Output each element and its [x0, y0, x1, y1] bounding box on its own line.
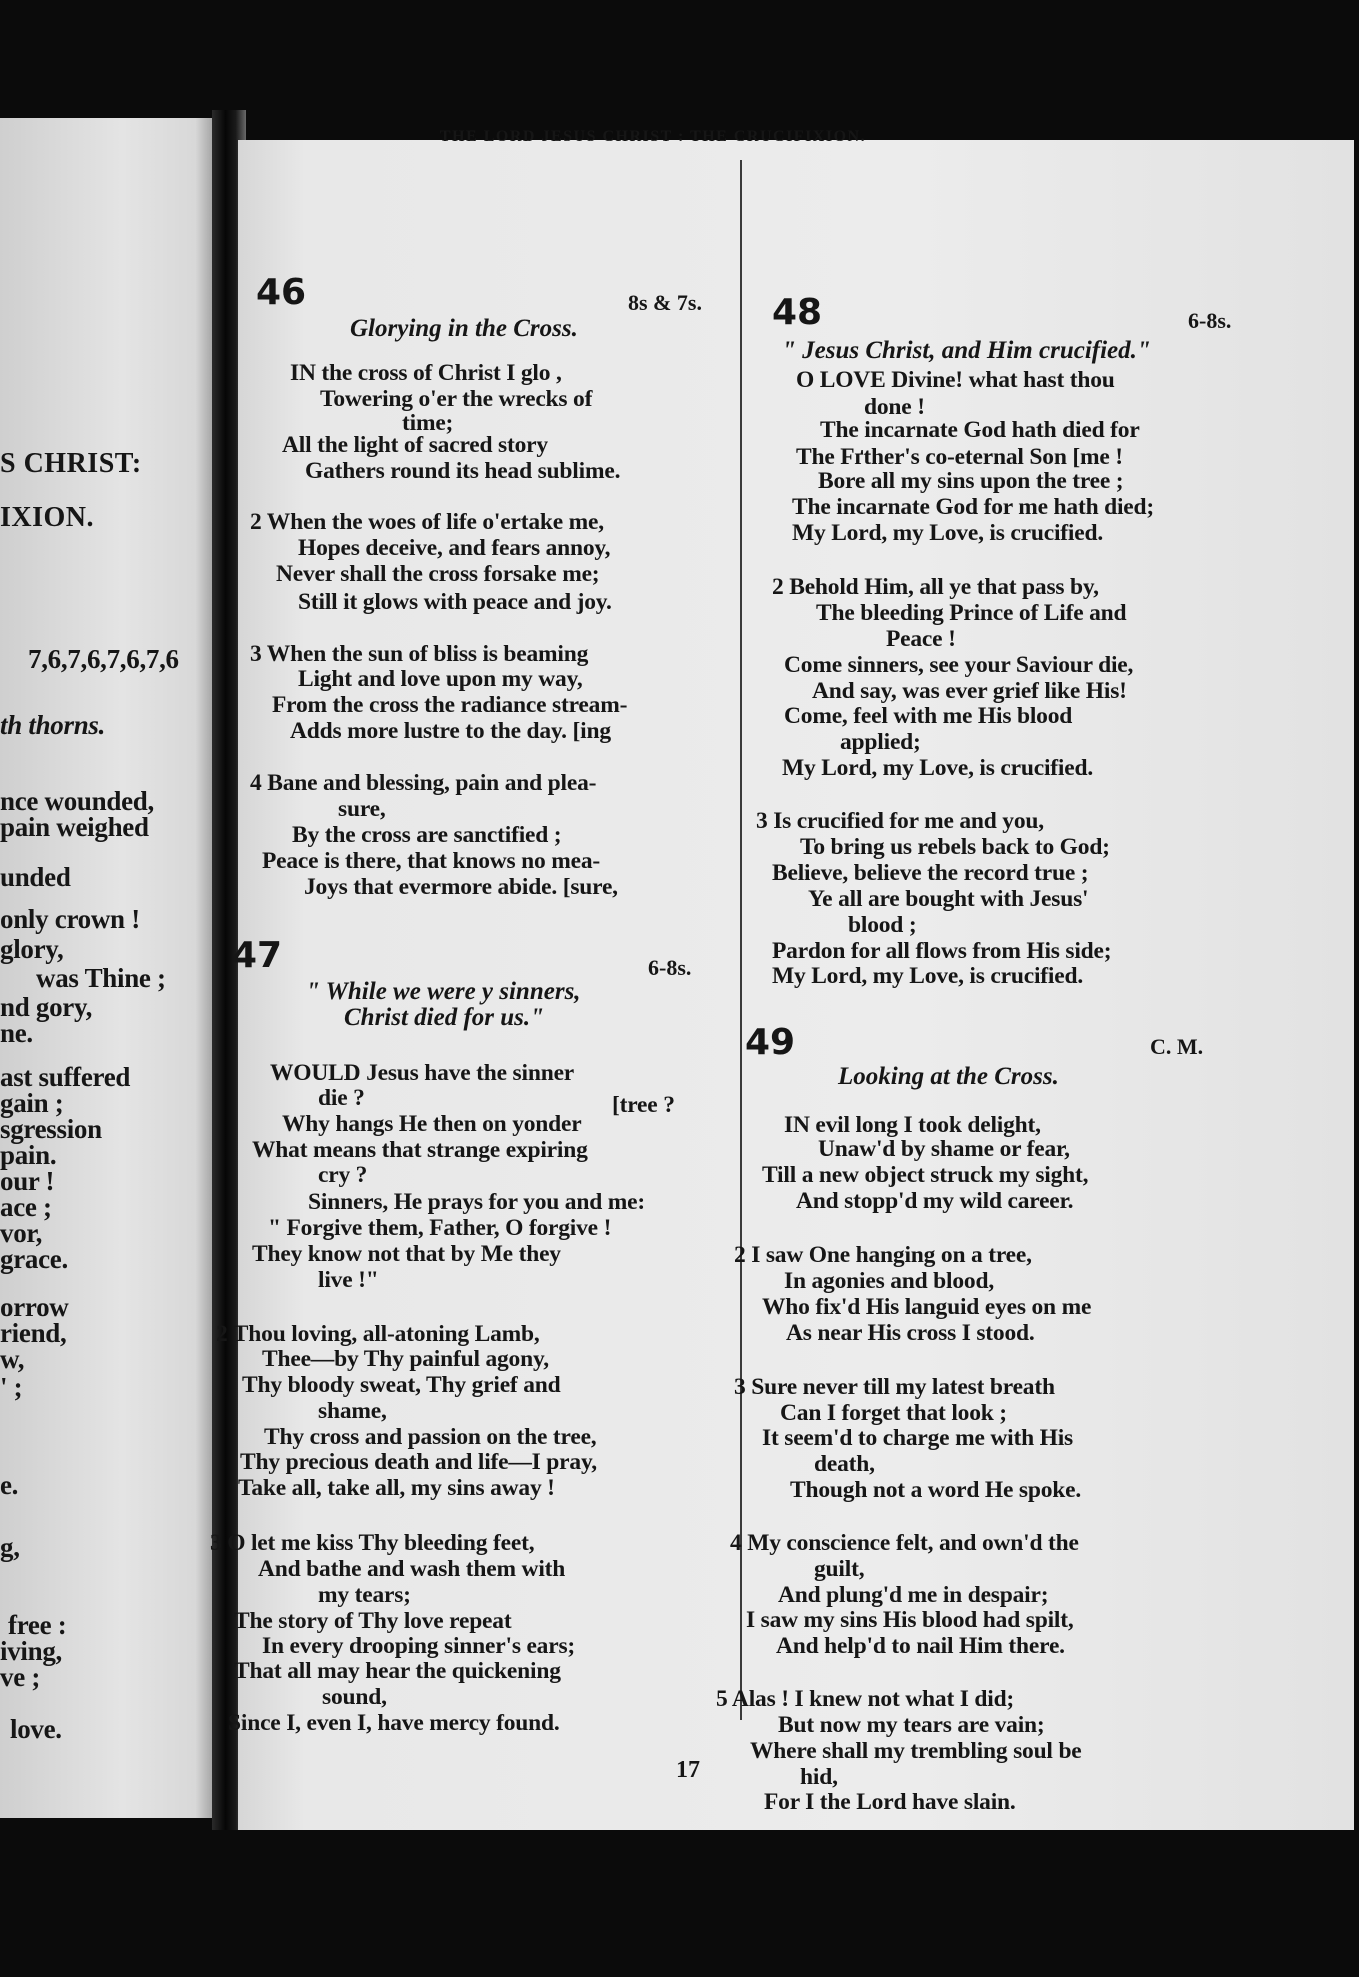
hymn-48-line: 2 Behold Him, all ye that pass by,: [772, 574, 1099, 600]
previous-page-line: nd gory,: [0, 992, 93, 1022]
hymn-49-line: I saw my sins His blood had spilt,: [746, 1607, 1074, 1633]
hymn-46-line: time;: [402, 410, 454, 436]
hymn-47-line: Sinners, He prays for you and me:: [308, 1189, 645, 1215]
hymn-48-line: blood ;: [848, 912, 917, 938]
hymn-47-line: die ?: [318, 1085, 365, 1111]
hymn-49-line: hid,: [800, 1764, 838, 1790]
hymn-48-line: 3 Is crucified for me and you,: [756, 808, 1044, 834]
previous-page-line: g,: [0, 1532, 20, 1562]
hymn-46-line: IN the cross of Christ I glo ,: [290, 360, 562, 386]
hymn-47-line: live !": [318, 1267, 379, 1293]
previous-page-line: only crown !: [0, 904, 140, 934]
hymn-47-line: Thy bloody sweat, Thy grief and: [242, 1372, 561, 1398]
hymn-47-line: Why hangs He then on yonder: [282, 1111, 582, 1137]
hymn-49-line: Till a new object struck my sight,: [762, 1162, 1089, 1188]
previous-page-line: ' ;: [0, 1372, 23, 1402]
hymn-47-line: [tree ?: [612, 1092, 675, 1118]
hymn-46-line: Never shall the cross forsake me;: [276, 561, 600, 587]
hymn-48-line: My Lord, my Love, is crucified.: [782, 755, 1094, 781]
hymn-47-title-line1: " While we were y sinners,: [306, 978, 581, 1005]
hymn-46-line: Still it glows with peace and joy.: [298, 589, 612, 615]
hymn-48-line: And say, was ever grief like His!: [812, 678, 1127, 704]
hymn-47-line: Take all, take all, my sins away !: [238, 1475, 555, 1501]
previous-page-line: ne.: [0, 1018, 33, 1048]
previous-page-line: our !: [0, 1166, 55, 1196]
hymn-48-line: My Lord, my Love, is crucified.: [792, 520, 1104, 546]
hymn-46-line: 4 Bane and blessing, pain and plea-: [250, 770, 597, 796]
previous-page-line: grace.: [0, 1244, 68, 1274]
previous-page-line: pain.: [0, 1140, 57, 1170]
hymn-47-meter: 6-8s.: [648, 955, 692, 980]
hymn-49-line: Who fix'd His languid eyes on me: [762, 1294, 1092, 1320]
hymn-48-meter: 6-8s.: [1188, 308, 1232, 333]
hymn-46-line: Hopes deceive, and fears annoy,: [298, 535, 611, 561]
previous-page-line: gain ;: [0, 1088, 64, 1118]
hymn-48-line: My Lord, my Love, is crucified.: [772, 963, 1084, 989]
hymn-47-line: And bathe and wash them with: [258, 1556, 566, 1582]
previous-page-line: S CHRIST:: [0, 448, 142, 479]
hymn-47-line: The story of Thy love repeat: [234, 1608, 512, 1634]
hymn-49-line: Though not a word He spoke.: [790, 1477, 1082, 1503]
previous-page-line: ast suffered: [0, 1062, 131, 1092]
hymn-48-line: The bleeding Prince of Life and: [816, 600, 1127, 626]
hymn-48-line: O LOVE Divine! what hast thou: [796, 367, 1115, 393]
hymn-49-line: But now my tears are vain;: [778, 1712, 1045, 1738]
hymn-46-line: All the light of sacred story: [282, 432, 548, 458]
hymn-47-line: sound,: [322, 1684, 387, 1710]
hymn-47-line: " Forgive them, Father, O forgive !: [268, 1215, 612, 1241]
hymn-47-number: 47: [232, 935, 283, 976]
hymn-49-meter: C. M.: [1150, 1034, 1204, 1059]
previous-page-line: riend,: [0, 1318, 67, 1348]
hymn-46-line: From the cross the radiance stream-: [272, 692, 628, 718]
hymn-46-line: Joys that evermore abide. [sure,: [304, 874, 618, 900]
hymn-48-line: Ye all are bought with Jesus': [808, 886, 1089, 912]
hymn-49-line: 4 My conscience felt, and own'd the: [730, 1530, 1079, 1556]
hymn-46-title: Glorying in the Cross.: [350, 315, 578, 342]
previous-page-line: vor,: [0, 1218, 43, 1248]
previous-page-line: th thorns.: [0, 710, 106, 740]
previous-page-line: IXION.: [0, 502, 95, 533]
hymn-49-line: 2 I saw One hanging on a tree,: [734, 1242, 1032, 1268]
hymn-46-line: By the cross are sanctified ;: [292, 822, 562, 848]
hymn-48-line: Come sinners, see your Saviour die,: [784, 652, 1134, 678]
hymn-49-line: It seem'd to charge me with His: [762, 1425, 1073, 1451]
hymn-49-line: As near His cross I stood.: [786, 1320, 1035, 1346]
column-divider: [740, 160, 742, 1720]
previous-page-line: pain weighed: [0, 812, 149, 842]
hymn-49-line: guilt,: [814, 1556, 865, 1582]
hymn-48-line: Come, feel with me His blood: [784, 703, 1073, 729]
previous-page-line: unded: [0, 862, 71, 892]
hymn-47-title-line2: Christ died for us.": [344, 1004, 545, 1031]
hymn-49-line: And help'd to nail Him there.: [776, 1633, 1065, 1659]
hymn-49-line: And stopp'd my wild career.: [796, 1188, 1074, 1214]
previous-page-line: ace ;: [0, 1192, 52, 1222]
hymn-46-line: Towering o'er the wrecks of: [320, 386, 593, 412]
hymn-47-line: WOULD Jesus have the sinner: [270, 1060, 575, 1086]
hymn-48-line: The Fґther's co-eternal Son [me !: [796, 444, 1123, 470]
hymn-49-line: IN evil long I took delight,: [784, 1112, 1041, 1138]
previous-page-line: ve ;: [0, 1662, 41, 1692]
hymn-47-line: What means that strange expiring: [252, 1137, 588, 1163]
hymn-48-line: The incarnate God hath died for: [820, 417, 1140, 443]
hymn-49-number: 49: [745, 1022, 796, 1063]
hymn-47-line: Since I, even I, have mercy found.: [228, 1710, 560, 1736]
hymn-49-title: Looking at the Cross.: [838, 1063, 1059, 1090]
hymn-46-meter: 8s & 7s.: [628, 290, 702, 315]
hymn-47-line: They know not that by Me they: [252, 1241, 561, 1267]
previous-page-line: iving,: [0, 1636, 62, 1666]
hymn-48-line: Pardon for all flows from His side;: [772, 938, 1112, 964]
hymn-47-line: Thy cross and passion on the tree,: [264, 1424, 597, 1450]
hymn-46-line: Gathers round its head sublime.: [305, 458, 621, 484]
hymn-48-line: Believe, believe the record true ;: [772, 860, 1089, 886]
hymn-46-line: Light and love upon my way,: [298, 666, 583, 692]
hymn-49-line: Where shall my trembling soul be: [750, 1738, 1082, 1764]
hymn-47-line: Thee—by Thy painful agony,: [262, 1346, 549, 1372]
previous-page-line: sgression: [0, 1114, 102, 1144]
hymn-46-line: sure,: [338, 796, 386, 822]
previous-page-line: love.: [10, 1714, 62, 1744]
hymn-46-line: Adds more lustre to the day. [ing: [290, 718, 611, 744]
hymn-48-line: To bring us rebels back to God;: [800, 834, 1110, 860]
hymn-47-line: In every drooping sinner's ears;: [262, 1633, 576, 1659]
hymn-48-line: Peace !: [886, 626, 956, 652]
running-head: THE LORD JESUS CHRIST : THE CRUCIFIXION.: [439, 128, 867, 145]
hymn-46-number: 46: [256, 272, 307, 313]
hymn-48-number: 48: [772, 292, 823, 333]
previous-page-line: orrow: [0, 1292, 69, 1322]
hymn-49-line: 5 Alas ! I knew not what I did;: [716, 1686, 1015, 1712]
hymn-48-line: Bore all my sins upon the tree ;: [818, 468, 1124, 494]
hymn-49-line: 3 Sure never till my latest breath: [734, 1374, 1055, 1400]
hymn-47-line: That all may hear the quickening: [234, 1658, 561, 1684]
hymn-49-line: And plung'd me in despair;: [778, 1582, 1049, 1608]
hymn-47-line: Thy precious death and life—I pray,: [240, 1449, 597, 1475]
previous-page-line: 7,6,7,6,7,6,7,6: [28, 644, 179, 674]
previous-page-line: free :: [8, 1610, 67, 1640]
hymn-49-line: In agonies and blood,: [784, 1268, 994, 1294]
previous-page-line: was Thine ;: [36, 963, 166, 993]
hymn-47-line: 3 O let me kiss Thy bleeding feet,: [210, 1530, 535, 1556]
page-number: 17: [676, 1757, 700, 1783]
previous-page-line: w,: [0, 1344, 25, 1374]
hymn-49-line: Can I forget that look ;: [780, 1400, 1007, 1426]
hymn-47-line: 2 Thou loving, all-atoning Lamb,: [216, 1321, 540, 1347]
hymn-48-title: " Jesus Christ, and Him crucified.": [782, 337, 1151, 364]
previous-page-line: glory,: [0, 934, 64, 964]
hymn-47-line: my tears;: [318, 1582, 411, 1608]
hymn-48-line: done !: [864, 394, 925, 420]
hymn-48-line: The incarnate God for me hath died;: [792, 494, 1155, 520]
hymn-46-line: Peace is there, that knows no mea-: [262, 848, 601, 874]
hymn-48-line: applied;: [840, 729, 921, 755]
previous-page-line: nce wounded,: [0, 786, 154, 816]
hymn-47-line: cry ?: [318, 1162, 368, 1188]
hymn-47-line: shame,: [318, 1398, 387, 1424]
hymn-49-line: Unaw'd by shame or fear,: [818, 1136, 1070, 1162]
previous-page-line: e.: [0, 1470, 19, 1500]
hymn-46-line: 3 When the sun of bliss is beaming: [250, 641, 589, 667]
hymn-49-line: For I the Lord have slain.: [764, 1789, 1016, 1815]
hymn-49-line: death,: [814, 1451, 875, 1477]
hymn-46-line: 2 When the woes of life o'ertake me,: [250, 509, 604, 535]
